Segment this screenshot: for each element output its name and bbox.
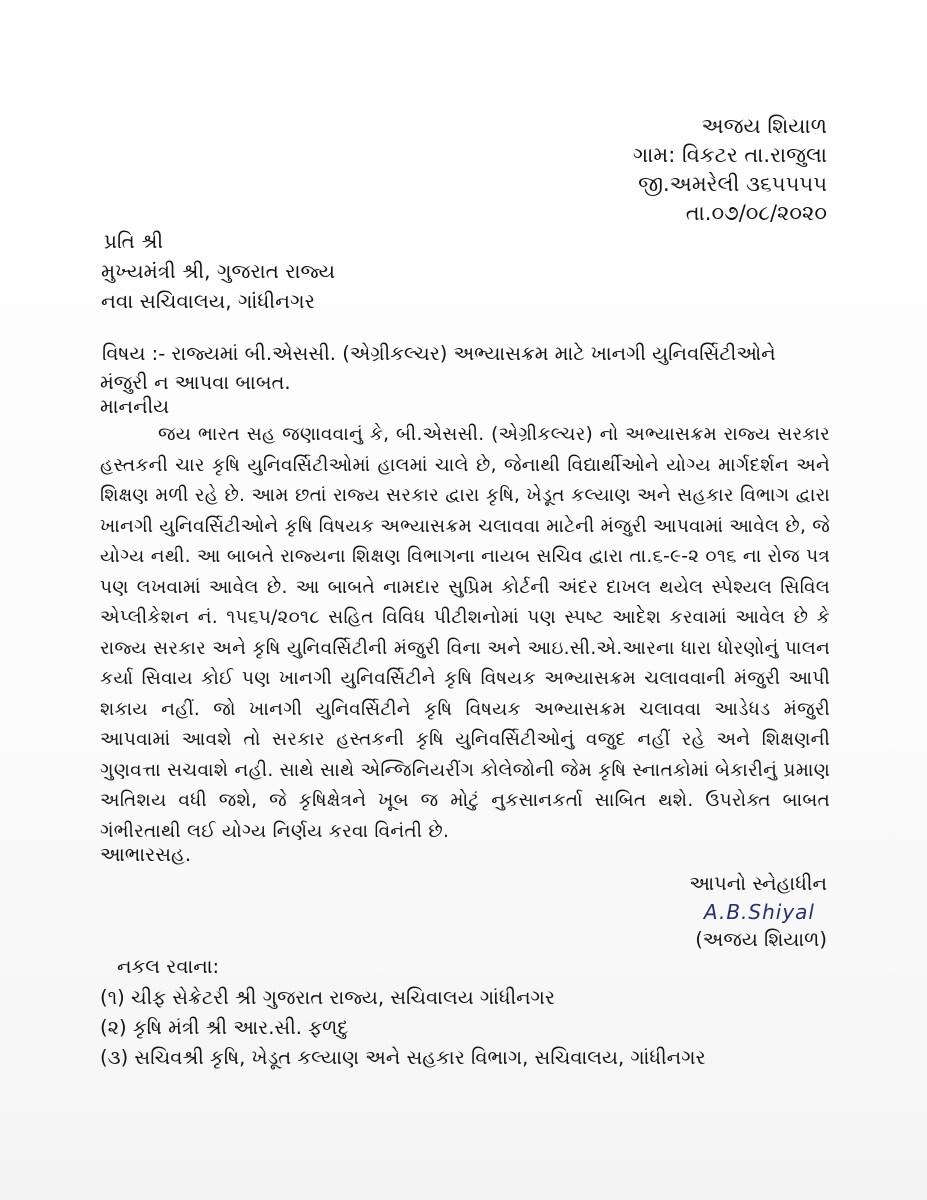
copy-to-heading: નકલ રવાના: — [117, 955, 220, 978]
letter-body: જય ભારત સહ જણાવવાનું કે, બી.એસસી. (એગ્રીકલ્ચર) નો અભ્યાસક્રમ રાજ્ય સરકાર હસ્તકની ચાર કૃષિ યુનિવર્સિટીઓમાં હાલમાં ચાલે છે, જેનાથી વિદ્યાર્થીઓને યોગ્ય માર્ગદર્શન અને શિક્ષણ મળી રહે છે. આમ છતાં રાજ્ય સરકાર દ્વારા કૃષિ, ખેડૂત કલ્યાણ અને સહકાર વિભાગ દ્વારા ખાનગી યુનિવર્સિટીઓને કૃષિ વિષયક અભ્યાસક્રમ ચલાવવા માટેની મંજુરી આપવામાં આવેલ છે, જે યોગ્ય નથી. આ બાબતે રાજ્યના શિક્ષણ વિભાગના નાયબ સચિવ દ્વારા તા.૬-૯-૨ ૦૧૬ ના રોજ પત્ર પણ લખવામાં આવેલ છે. આ બાબતે નામદાર સુપ્રિમ કોર્ટની અંદર દાખલ થયેલ સ્પેશ્યલ સિવિલ એપ્લીકેશન નં. ૧૫૬૫/૨૦૧૮ સહિત વિવિધ પીટીશનોમાં પણ સ્પષ્ટ આદેશ કરવામાં આવેલ છે કે રાજ્ય સરકાર અને કૃષિ યુનિવર્સિટીની મંજુરી વિના અને આઇ.સી.એ.આરના ધારા ધોરણોનું પાલન કર્યા સિવાય કોઈ પણ ખાનગી યુનિવર્સિટીને કૃષિ વિષયક અભ્યાસક્રમ ચલાવવાની મંજુરી આપી શકાય નહીં. જો ખાનગી યુનિવર્સિટીને કૃષિ વિષયક અભ્યાસક્રમ ચલાવવા આડેધડ મંજુરી આપવામાં આવશે તો સરકાર હસ્તકની કૃષિ યુનિવર્સિટીઓનું વજુદ નહીં રહે અને શિક્ષણની ગુણવત્તા સચવાશે નહી. સાથે સાથે એન્જિનિયરીંગ કોલેજોની જેમ કૃષિ સ્નાતકોમાં બેકારીનું પ્રમાણ અતિશય વધી જશે, જે કૃષિક્ષેત્રને ખૂબ જ મોટું નુકસાનકર્તા સાબિત થશે. ઉપરોક્ત બાબત ગંભીરતાથી લઈ યોગ્ય નિર્ણય કરવા વિનંતી છે. — [100, 424, 831, 842]
signoff-phrase: આપનો સ્નેહાધીન — [689, 872, 827, 895]
sender-village: ગામ: વિકટર તા.રાજુલા — [632, 143, 827, 167]
subject-block — [100, 339, 830, 397]
sender-name: અજય શિયાળ — [701, 114, 827, 138]
subject-line-2: મંજુરી ન આપવા બાબત. — [100, 371, 291, 394]
subject-line-1: વિષય :- રાજ્યમાં બી.એસસી. (એગ્રીકલ્ચર) અભ્યાસક્રમ માટે ખાનગી યુનિવર્સિટીઓને — [102, 342, 776, 365]
salutation: માનનીય — [100, 395, 170, 418]
handwritten-signature: A.B.Shiyal — [703, 900, 815, 924]
letter-date: તા.૦૭/૦૮/૨૦૨૦ — [685, 201, 827, 225]
addressee-block — [101, 226, 335, 316]
signoff-block — [689, 869, 827, 955]
copy-to-item: (૧) ચીફ સેક્રેટરી શ્રી ગુજરાત રાજ્ય, સચિવાલય ગાંધીનગર — [100, 986, 555, 1009]
closing-thanks: આભારસહ. — [100, 843, 192, 866]
addressee-prefix: પ્રતિ શ્રી — [104, 229, 164, 253]
sender-district: જી.અમરેલી ૩૬૫૫૫૫ — [638, 172, 827, 196]
addressee-title: મુખ્યમંત્રી શ્રી, ગુજરાત રાજ્ય — [101, 259, 335, 283]
copy-to-item: (૨) કૃષિ મંત્રી શ્રી આર.સી. ફળદુ — [100, 1016, 349, 1039]
signatory-name: (અજય શિયાળ) — [695, 928, 827, 951]
copy-to-list — [100, 983, 706, 1073]
copy-to-item: (૩) સચિવશ્રી કૃષિ, ખેડૂત કલ્યાણ અને સહકાર વિભાગ, સચિવાલય, ગાંધીનગર — [100, 1046, 706, 1069]
addressee-office: નવા સચિવાલય, ગાંધીનગર — [101, 289, 315, 313]
sender-block — [633, 112, 827, 228]
